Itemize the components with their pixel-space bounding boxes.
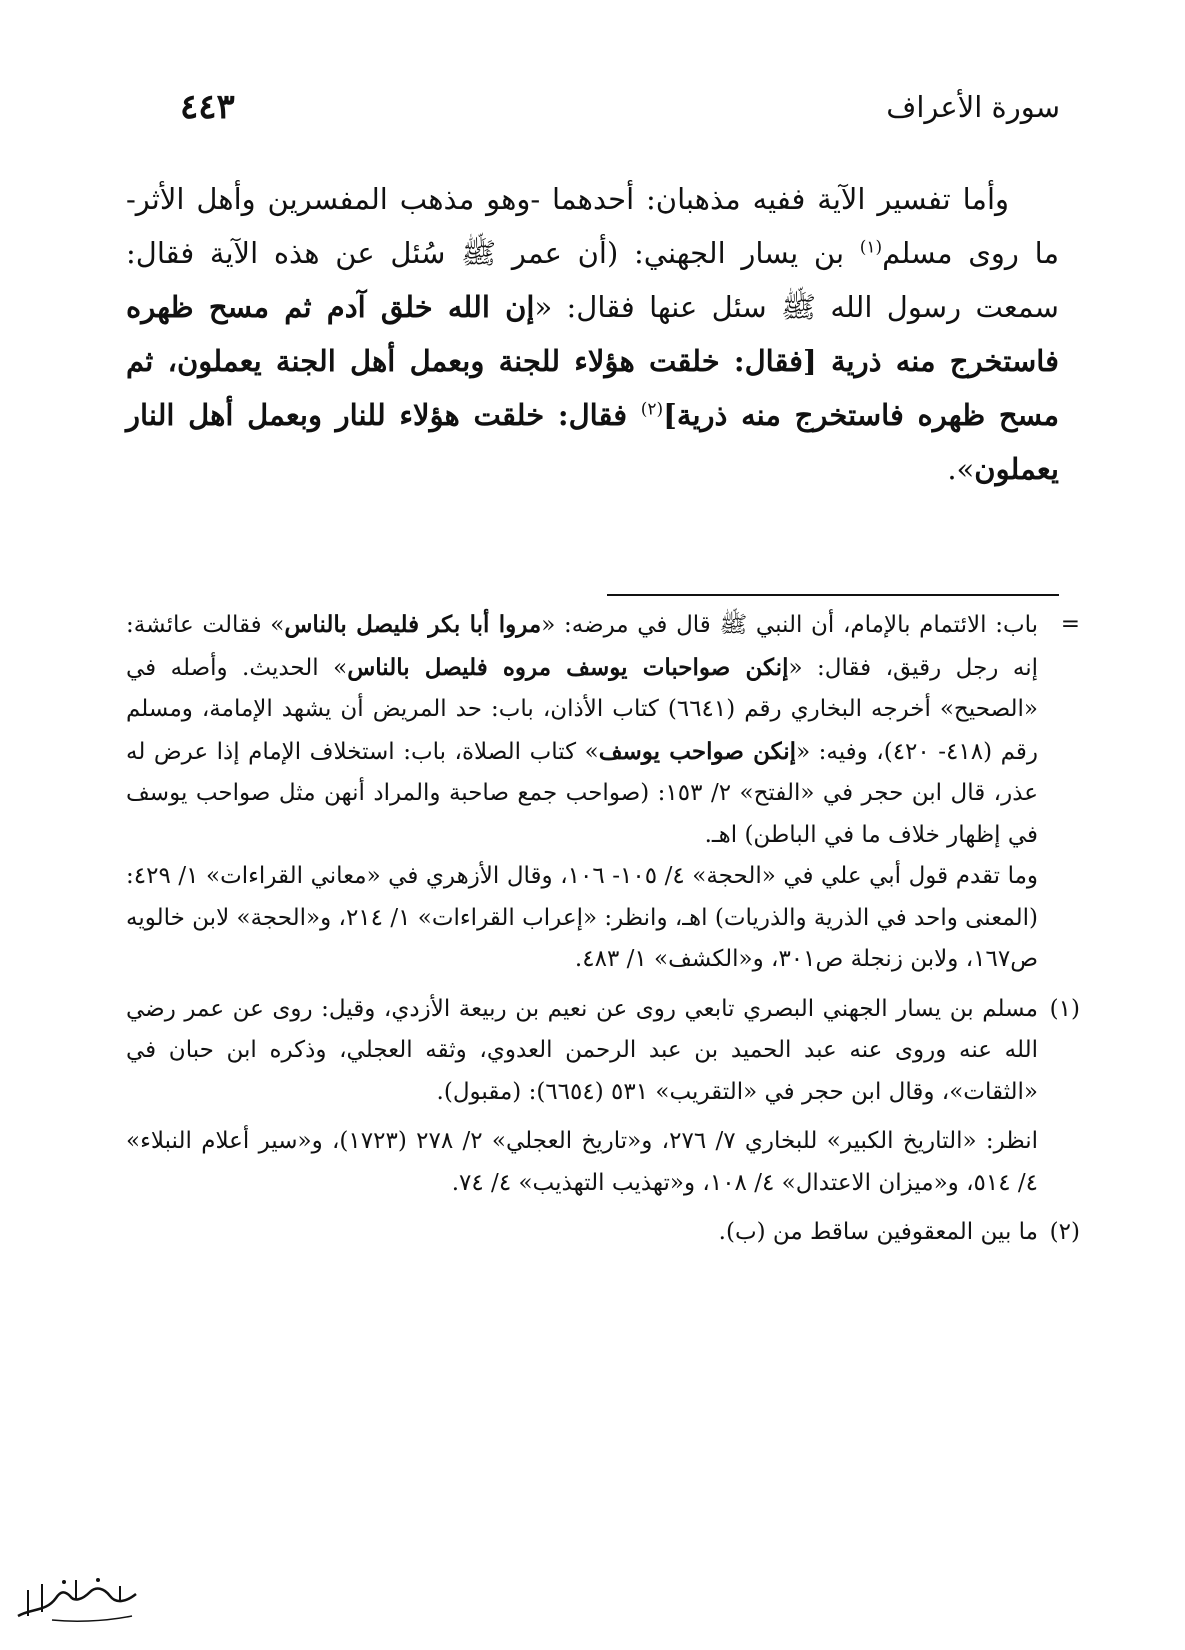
footnote-text: ما بين المعقوفين ساقط من (ب). — [718, 1219, 1038, 1245]
surah-title: سورة الأعراف — [886, 90, 1060, 124]
footnote-continuation — [126, 604, 1080, 856]
footnotes — [126, 604, 1080, 1254]
main-text-part: بن يسار الجهني: (أن عمر ﷺ سُئل عن هذه الآية فقال: سمعت رسول الله ﷺ سئل عنها فقال: « — [126, 236, 1059, 324]
footnote-hadith: مروا أبا بكر فليصل بالناس — [284, 611, 542, 638]
main-text-part: ». — [947, 452, 975, 486]
main-text — [126, 172, 1059, 496]
footnote-2 — [126, 1212, 1080, 1254]
footnote-text: » فقالت عائشة: إنه رجل رقيق، فقال: « — [126, 612, 1038, 681]
footnote-1-marker: (١) — [1049, 995, 1080, 1022]
footnote-1-references: انظر: «التاريخ الكبير» للبخاري ٧/ ٢٧٦، و«تاريخ العجلي» ٢/ ٢٧٨ (١٧٢٣)، و«سير أعلام النبلاء» ٤/ ٥١٤، و«ميزان الاعتدال» ٤/ ١٠٨، و«تهذيب التهذيب» ٤/ ٧٤. — [126, 1128, 1038, 1196]
footnote-divider — [607, 594, 1059, 596]
footnote-ref-1: (١) — [859, 237, 883, 258]
footnote-ref-2: (٢) — [640, 399, 664, 420]
footnote-text: مسلم بن يسار الجهني البصري تابعي روى عن نعيم بن ربيعة الأزدي، وقيل: روى عن عمر رضي الله عنه وروى عنه عبد الحميد بن عبد الرحمن العدوي، وثقه العجلي، وذكره ابن حبان في «الثقات»، وقال ابن حجر في «التقريب» ٥٣١ (٦٦٥٤): (مقبول). — [126, 995, 1038, 1105]
footnote-text: » كتاب الصلاة، باب: استخلاف الإمام إذا عرض له عذر، قال ابن حجر في «الفتح» ٢/ ١٥٣: (صواحب جمع صاحبة والمراد أنهن مثل صواحب يوسف في إظهار خلاف ما في الباطن) اهـ. — [126, 738, 1038, 848]
main-text-part: وأما تفسير الآية ففيه مذهبان: أحدهما -وهو مذهب المفسرين وأهل الأثر- ما روى مسلم — [126, 182, 1059, 270]
hadith-text: فقال: خلقت هؤلاء للنار وبعمل أهل النار يعملون — [126, 398, 1059, 486]
footnote-paragraph: وما تقدم قول أبي علي في «الحجة» ٤/ ١٠٥- ١٠٦، وقال الأزهري في «معاني القراءات» ١/ ٤٢٩: (المعنى واحد في الذرية والذريات) اهـ، وانظر: «إعراب القراءات» ١/ ٢١٤، و«الحجة» لابن خالويه ص١٦٧، ولابن زنجلة ص٣٠١، و«الكشف» ١/ ٤٨٣. — [126, 863, 1039, 972]
footnote-text: » الحديث. وأصله في «الصحيح» أخرجه البخاري رقم (٦٦٤١) كتاب الأذان، باب: حد المريض أن يشهد الإمامة، ومسلم رقم (٤١٨- ٤٢٠)، وفيه: « — [126, 654, 1038, 765]
page-number: ٤٤٣ — [180, 87, 235, 127]
continuation-marker: = — [1060, 611, 1080, 637]
main-paragraph — [126, 172, 1059, 496]
page-header — [180, 82, 1060, 132]
footnote-1 — [126, 989, 1080, 1114]
footnote-hadith: إنكن صواحبات يوسف مروه فليصل بالناس — [347, 653, 789, 681]
publisher-stamp-logo — [12, 1572, 144, 1630]
footnote-hadith: إنكن صواحب يوسف — [598, 737, 797, 765]
hadith-text: إن الله خلق آدم ثم مسح ظهره فاستخرج منه ذرية [فقال: خلقت هؤلاء للجنة وبعمل أهل الجنة يعملون، ثم مسح ظهره فاستخرج منه ذرية] — [126, 290, 1059, 432]
footnote-2-marker: (٢) — [1049, 1219, 1080, 1245]
footnote-text: باب: الائتمام بالإمام، أن النبي ﷺ قال في مرضه: « — [541, 612, 1039, 638]
